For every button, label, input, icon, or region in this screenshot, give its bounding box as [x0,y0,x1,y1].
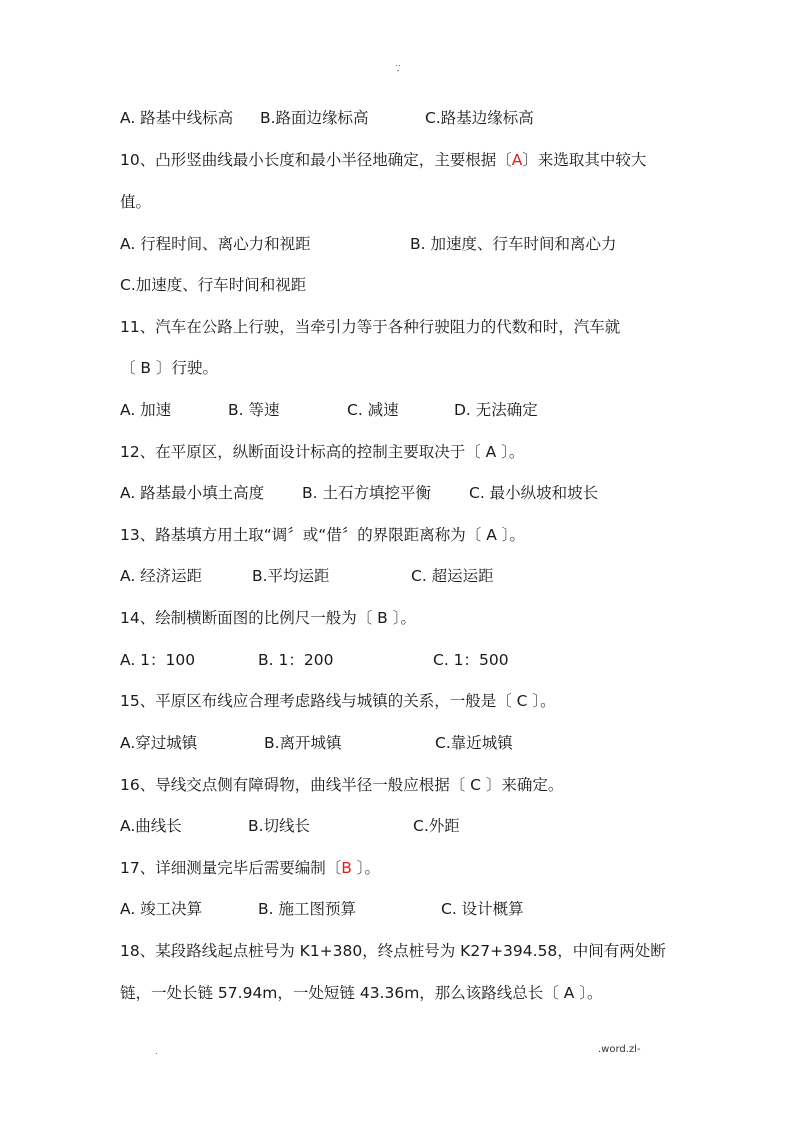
option-b: B.离开城镇 [264,734,342,752]
option-c: C.外距 [413,817,460,835]
answer-mark: A [511,151,523,169]
option-a: A. 路基中线标高 [120,109,234,127]
page-header-mark [393,60,403,74]
option-a: A. 1：100 [120,651,196,669]
options-q10-row2: C.加速度、行车时间和视距 [120,276,307,294]
question-text-cont: 〕。 [351,859,381,877]
option-c: C. 最小纵坡和坡长 [469,484,599,502]
option-c: C. 设计概算 [441,900,524,918]
option-b: B. 施工图预算 [258,900,356,918]
option-b: B. 1：200 [258,651,334,669]
option-d: D. 无法确定 [454,401,538,419]
option-a: A.穿过城镇 [120,734,198,752]
question-10-cont: 值。 [120,193,152,211]
header-mark-bottom: - [396,66,400,75]
option-a: A. 经济运距 [120,567,203,585]
question-16: 16、导线交点侧有障碍物，曲线半径一般应根据〔 C 〕来确定。 [120,776,564,794]
option-a: A.曲线长 [120,817,182,835]
option-c: C.路基边缘标高 [425,109,534,127]
option-a: A. 竣工决算 [120,900,203,918]
question-17 [120,858,380,878]
question-18: 18、某段路线起点桩号为 K1+380，终点桩号为 K27+394.58，中间有两处断 [120,942,666,960]
option-b: B.切线长 [248,817,311,835]
footer-left-mark: . [155,1047,158,1056]
question-14: 14、绘制横断面图的比例尺一般为〔 B 〕。 [120,609,416,627]
question-text: 10、凸形竖曲线最小长度和最小半径地确定，主要根据〔 [120,151,512,169]
question-10 [120,150,646,170]
option-c: C. 减速 [347,401,399,419]
option-a: A. 行程时间、离心力和视距 [120,235,311,253]
option-c: C.靠近城镇 [435,734,513,752]
option-a: A. 路基最小填土高度 [120,484,265,502]
question-12: 12、在平原区，纵断面设计标高的控制主要取决于〔 A 〕。 [120,443,525,461]
answer-mark: B [341,859,352,877]
option-c: C. 超运运距 [411,567,494,585]
option-b: B. 等速 [228,401,280,419]
option-b: B.平均运距 [252,567,330,585]
question-18-cont: 链，一处长链 57.94m，一处短链 43.36m，那么该路线总长〔 A 〕。 [120,984,603,1002]
question-text: 17、详细测量完毕后需要编制〔 [120,859,342,877]
question-13: 13、路基填方用土取“调〞或“借〞的界限距离称为〔 A 〕。 [120,526,525,544]
option-b: B. 加速度、行车时间和离心力 [410,235,617,253]
option-b: B.路面边缘标高 [260,109,369,127]
option-c: C. 1：500 [433,651,509,669]
option-a: A. 加速 [120,401,172,419]
question-text-cont: 〕来选取其中较大 [522,151,647,169]
header-mark-top: .. [395,59,401,68]
question-11-cont: 〔 B 〕行驶。 [120,359,218,377]
question-15: 15、平原区布线应合理考虑路线与城镇的关系，一般是〔 C 〕。 [120,692,556,710]
option-b: B. 土石方填挖平衡 [302,484,431,502]
footer-right-text: .word.zl- [598,1044,641,1055]
question-11: 11、汽车在公路上行驶，当牵引力等于各种行驶阻力的代数和时，汽车就 [120,318,621,336]
